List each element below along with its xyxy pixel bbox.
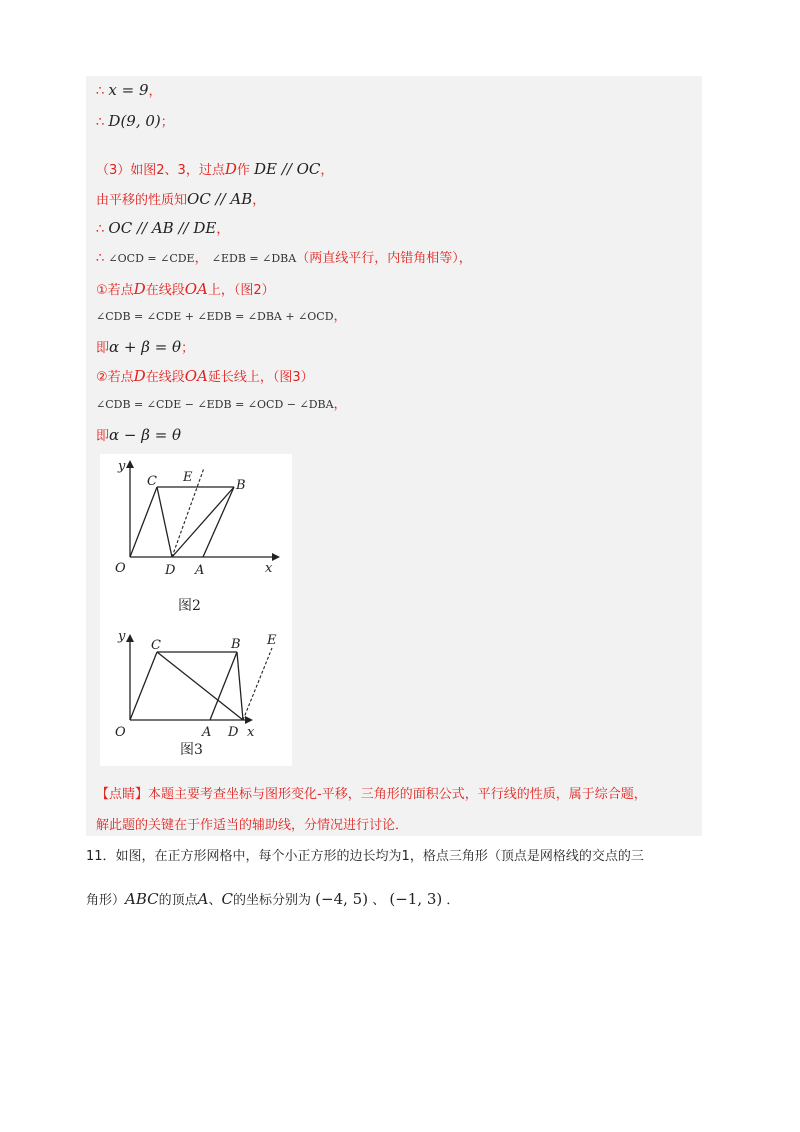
solution-line-12: 即α − β = θ <box>96 426 182 444</box>
solution-line-1: ∴ x = 9， <box>96 81 162 99</box>
solution-line-7: ①若点D在线段OA上，（图2） <box>96 280 275 298</box>
triangle-abc: ABC <box>125 890 159 908</box>
fig2-caption: 图2 <box>178 598 201 614</box>
fig3-point-e: E <box>267 633 277 648</box>
de-parallel-oc: DE // OC <box>254 160 321 178</box>
fig2-y-label: y <box>118 459 126 474</box>
angle-sum-equation: ∠CDB = ∠CDE + ∠EDB = ∠DBA + ∠OCD <box>96 310 334 323</box>
fig2-x-label: x <box>265 561 273 576</box>
figure-2 <box>100 454 292 620</box>
question-11-line-2: 角形）ABC的顶点A、C的坐标分别为 (−4, 5) 、 (−1, 3) ． <box>86 890 460 908</box>
fig3-point-d: D <box>228 725 239 740</box>
fig2-point-o: O <box>115 561 126 576</box>
solution-line-3: （3）如图2、3，过点D作 DE // OC， <box>96 160 334 178</box>
solution-line-6: ∴ ∠OCD = ∠CDE， ∠EDB = ∠DBA（两直线平行，内错角相等）， <box>96 251 472 266</box>
fig3-point-b: B <box>231 637 241 652</box>
fig3-x-label: x <box>247 725 255 740</box>
coord-a: (−4, 5) <box>315 890 369 908</box>
angle-diff-equation: ∠CDB = ∠CDE − ∠EDB = ∠OCD − ∠DBA <box>96 398 334 411</box>
therefore-symbol: ∴ <box>96 115 105 130</box>
fig2-point-b: B <box>236 478 246 493</box>
comment-line-1: 【点睛】本题主要考查坐标与图形变化-平移，三角形的面积公式，平行线的性质，属于综合题， <box>96 787 647 802</box>
point-d-coord: D(9, 0) <box>108 112 161 130</box>
alpha-minus-beta: α − β = θ <box>109 426 182 444</box>
fig2-point-a: A <box>195 563 205 578</box>
equation-x: x = 9 <box>108 81 149 99</box>
solution-line-2: ∴ D(9, 0)； <box>96 112 174 130</box>
therefore-symbol: ∴ <box>96 84 105 99</box>
angle-equation-2: ∠EDB = ∠DBA <box>211 252 297 265</box>
figure-3 <box>100 620 292 766</box>
solution-line-8: ∠CDB = ∠CDE + ∠EDB = ∠DBA + ∠OCD， <box>96 309 347 324</box>
solution-line-11: ∠CDB = ∠CDE − ∠EDB = ∠OCD − ∠DBA， <box>96 397 347 412</box>
alpha-plus-beta: α + β = θ <box>109 338 182 356</box>
coord-c: (−1, 3) <box>389 890 443 908</box>
fig3-point-o: O <box>115 725 126 740</box>
fig2-point-d: D <box>165 563 176 578</box>
triple-parallel: OC // AB // DE <box>108 219 217 237</box>
question-11-line-1: 11．如图，在正方形网格中，每个小正方形的边长均为1，格点三角形（顶点是网格线的交点的三 <box>86 849 644 864</box>
solution-line-9: 即α + β = θ； <box>96 338 195 356</box>
oc-parallel-ab: OC // AB <box>187 190 253 208</box>
angle-equation-1: ∠OCD = ∠CDE <box>108 252 195 265</box>
solution-line-4: 由平移的性质知OC // AB， <box>96 190 266 208</box>
fig3-y-label: y <box>118 629 126 644</box>
fig3-point-a: A <box>202 725 212 740</box>
fig3-caption: 图3 <box>180 742 203 758</box>
fig2-point-e: E <box>183 470 193 485</box>
solution-line-5: ∴ OC // AB // DE， <box>96 219 230 237</box>
fig2-point-c: C <box>147 474 157 489</box>
comment-line-2: 解此题的关键在于作适当的辅助线，分情况进行讨论． <box>96 818 409 833</box>
solution-line-10: ②若点D在线段OA延长线上，（图3） <box>96 367 314 385</box>
fig3-point-c: C <box>151 638 161 653</box>
